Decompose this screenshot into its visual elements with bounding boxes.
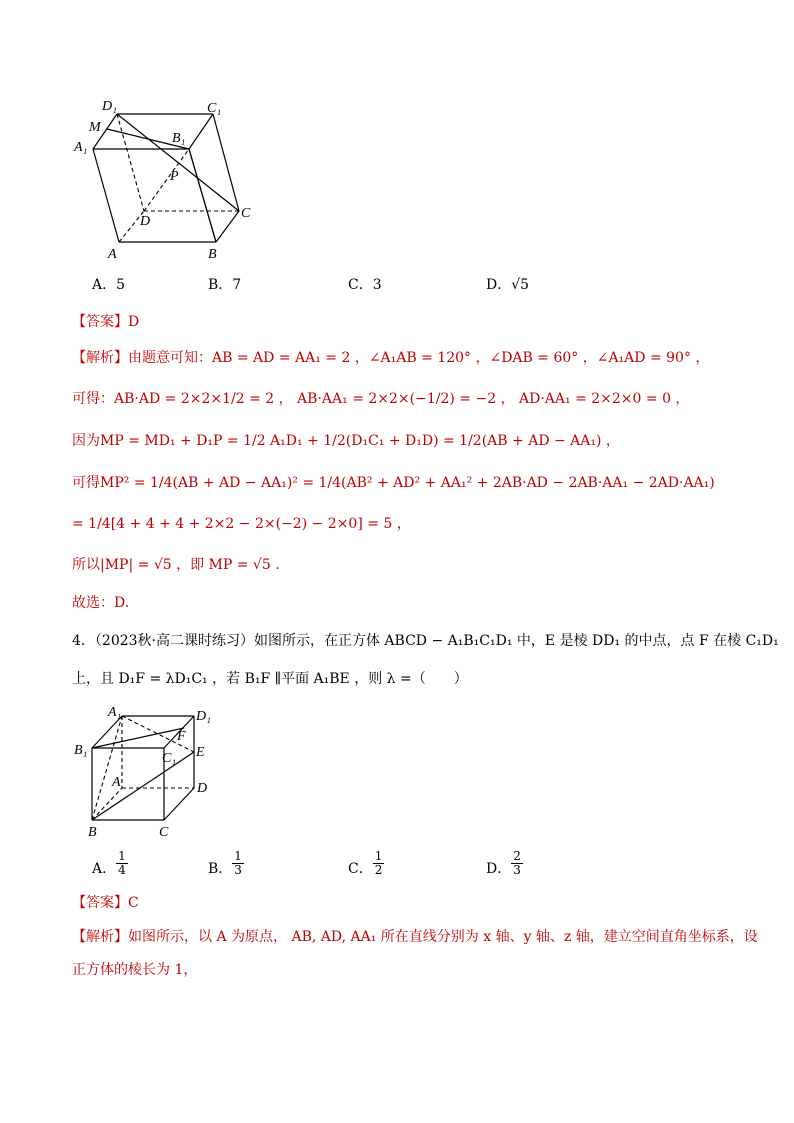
q3-analysis-line-6: 所以|MP| = √5 ，即 MP = √5 . (72, 557, 280, 573)
label-C1: C₁ (162, 751, 177, 766)
q3-answer (72, 311, 139, 331)
cube-figure (70, 702, 220, 840)
label-A: A (112, 775, 121, 790)
analysis-tag: 【解析】 (72, 350, 128, 366)
analysis-text: 如图所示，以 A 为原点， AB, AD, AA₁ 所在直线分别为 x 轴、y 轴、z 轴，建立空间直角坐标系，设 (128, 929, 758, 945)
answer-tag: 【答案】 (72, 314, 128, 330)
label-D: D (197, 781, 208, 796)
q3-analysis-line-1 (72, 347, 709, 367)
q3-analysis-line-2: 可得：AB·AD = 2×2×1/2 = 2 ， AB·AA₁ = 2×2×(−1/2) = −2 ， AD·AA₁ = 2×2×0 = 0 ， (72, 391, 690, 407)
label-P: P (170, 169, 179, 184)
parallelepiped-figure (70, 96, 260, 264)
label-E: E (196, 745, 205, 760)
label-B1: B₁ (172, 131, 186, 146)
label-C1: C₁ (207, 101, 222, 116)
q4-analysis-line-2: 正方体的棱长为 1， (72, 962, 198, 978)
label-D: D (140, 214, 151, 229)
label-F: F (177, 729, 186, 744)
label-C: C (241, 206, 251, 221)
q4-option-a[interactable]: A． $\frac{1}{4}$ (92, 849, 126, 877)
answer-value: C (128, 895, 139, 911)
label-M: M (89, 120, 101, 135)
q3-analysis-line-3: 因为MP = MD₁ + D₁P = 1/2 A₁D₁ + 1/2(D₁C₁ + D₁D) = 1/2(AB + AD − AA₁) ， (72, 433, 620, 449)
q4-analysis-line-1 (72, 926, 758, 946)
analysis-tag: 【解析】 (72, 929, 128, 945)
q4-option-b[interactable]: B． $\frac{1}{3}$ (208, 849, 242, 877)
analysis-text: 由题意可知：AB = AD = AA₁ = 2 ，∠A₁AB = 120° ，∠DAB = 60° ，∠A₁AD = 90° ， (128, 350, 710, 366)
label-B: B (88, 825, 97, 840)
q4-stem-line-1: 4．（2023秋·高二课时练习）如图所示，在正方体 ABCD − A₁B₁C₁D₁ 中，E 是棱 DD₁ 的中点，点 F 在棱 C₁D₁ (72, 633, 779, 649)
answer-value: D (128, 314, 140, 330)
label-B: B (208, 247, 217, 262)
answer-tag: 【答案】 (72, 895, 128, 911)
label-A1: A₁ (74, 140, 88, 155)
q3-option-b[interactable]: B．7 (208, 277, 242, 293)
label-A: A (108, 247, 117, 262)
q4-options (92, 850, 592, 884)
q3-option-a[interactable]: A．5 (92, 277, 126, 293)
label-D1: D₁ (196, 709, 211, 724)
q4-option-d[interactable]: D． $\frac{2}{3}$ (486, 849, 521, 877)
q3-option-c[interactable]: C．3 (348, 277, 382, 293)
q3-conclusion: 故选：D. (72, 595, 130, 611)
q4-answer (72, 892, 139, 912)
q4-stem-line-2: 上，且 D₁F = λD₁C₁ ，若 B₁F ∥平面 A₁BE ，则 λ =（ ） (72, 671, 468, 687)
label-C: C (159, 825, 169, 840)
q3-option-d[interactable]: D．√5 (486, 277, 530, 293)
label-D1: D₁ (102, 99, 117, 114)
label-A1: A₁ (108, 705, 122, 720)
q3-analysis-line-4: 可得MP² = 1/4(AB + AD − AA₁)² = 1/4(AB² + AD² + AA₁² + 2AB·AD − 2AB·AA₁ − 2AD·AA₁) (72, 475, 715, 491)
q4-option-c[interactable]: C． $\frac{1}{2}$ (348, 849, 383, 877)
q3-analysis-line-5: = 1/4[4 + 4 + 4 + 2×2 − 2×(−2) − 2×0] = 5 ， (72, 516, 411, 532)
label-B1: B₁ (74, 743, 88, 758)
